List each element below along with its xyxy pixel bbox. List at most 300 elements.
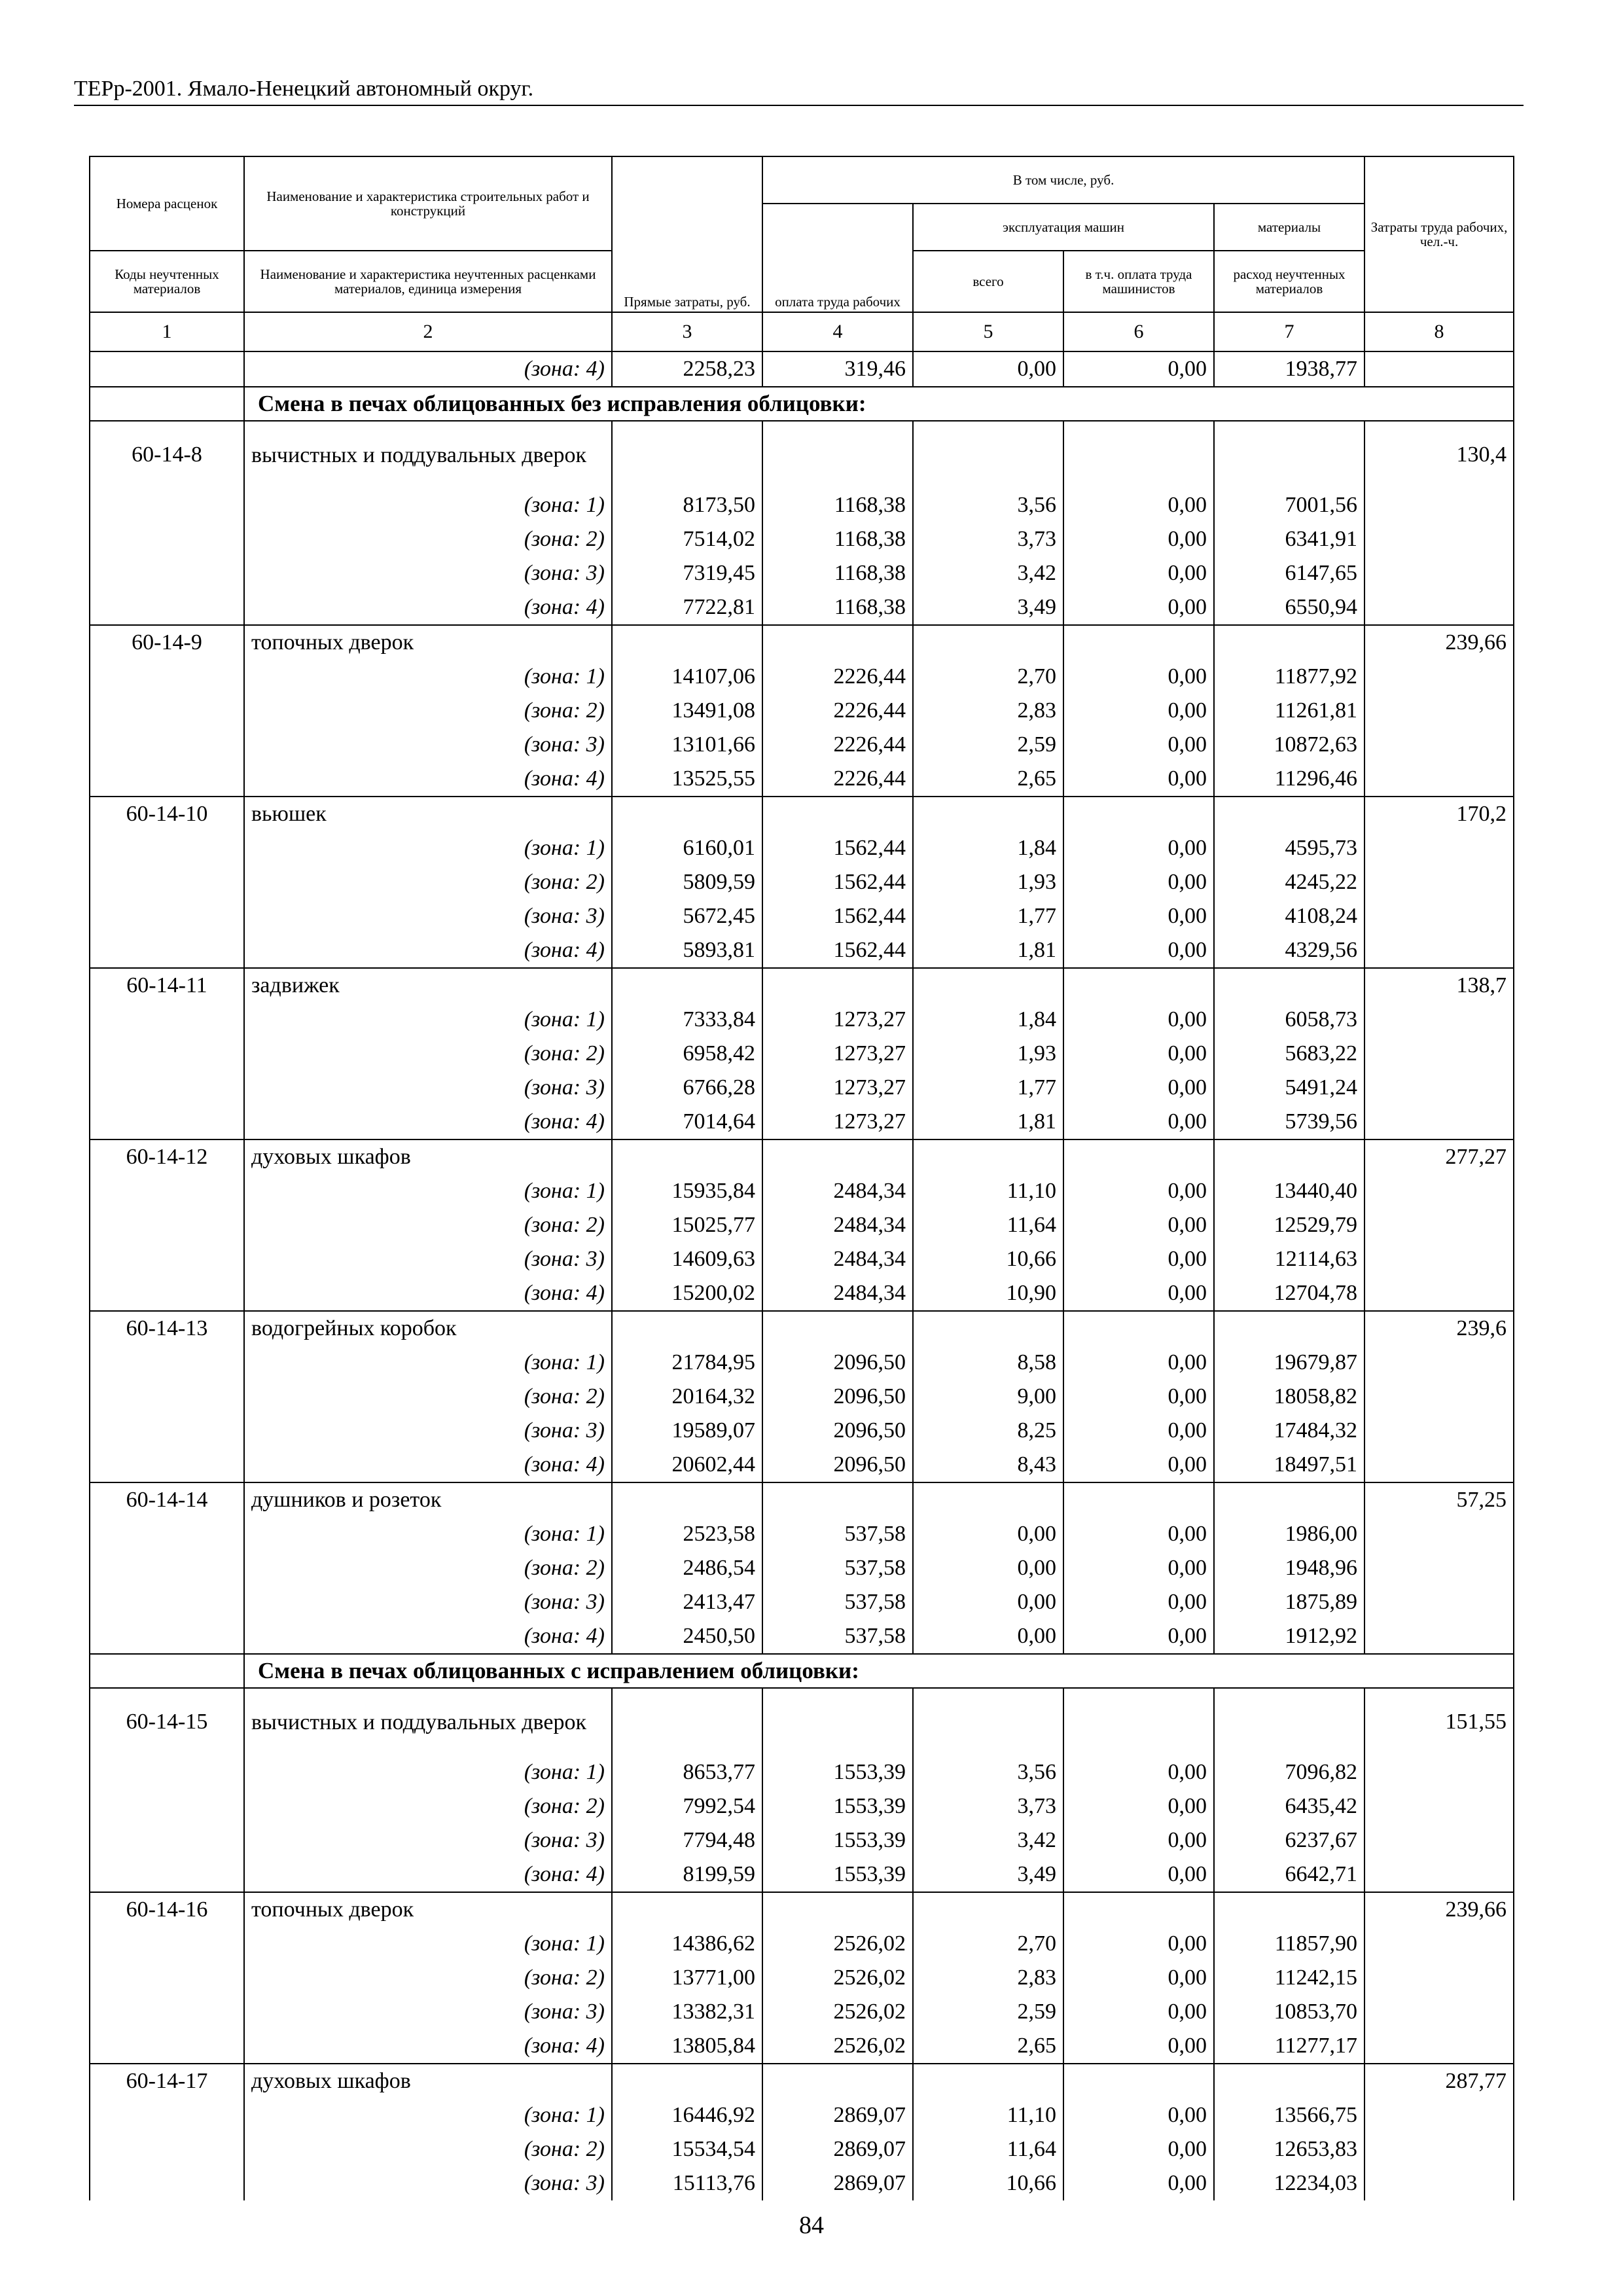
rate-code: 60-14-16 — [90, 1892, 244, 1927]
wages-value: 2096,50 — [762, 1346, 913, 1380]
materials-value: 4245,22 — [1214, 865, 1364, 899]
machines-wages-value: 0,00 — [1063, 1995, 1214, 2029]
labor-cell — [1364, 488, 1514, 522]
table-row — [90, 2029, 1514, 2064]
machines-wages-value: 0,00 — [1063, 831, 1214, 865]
machines-wages-value: 0,00 — [1063, 351, 1214, 387]
machines-total-value: 3,56 — [913, 488, 1063, 522]
rate-code: 60-14-13 — [90, 1311, 244, 1346]
materials-value: 5683,22 — [1214, 1037, 1364, 1071]
materials-value: 6341,91 — [1214, 522, 1364, 556]
machines-total-value: 3,49 — [913, 1857, 1063, 1892]
rate-name: душников и розеток — [244, 1482, 612, 1517]
wages-value: 2484,34 — [762, 1276, 913, 1311]
direct-costs-value: 6958,42 — [612, 1037, 762, 1071]
direct-costs-value: 7014,64 — [612, 1105, 762, 1139]
rate-code-cell — [90, 1619, 244, 1654]
materials-value: 4329,56 — [1214, 933, 1364, 968]
machines-total-value-empty — [913, 421, 1063, 488]
materials-value-empty — [1214, 1892, 1364, 1927]
machines-total-value: 1,93 — [913, 1037, 1063, 1071]
machines-total-value: 0,00 — [913, 351, 1063, 387]
rate-name: вьюшек — [244, 797, 612, 831]
table-row — [90, 1619, 1514, 1654]
wages-value-empty — [762, 2064, 913, 2098]
zone-label: (зона: 3) — [244, 1071, 612, 1105]
zone-label: (зона: 4) — [244, 2029, 612, 2064]
rate-code-cell — [90, 762, 244, 797]
machines-wages-value: 0,00 — [1063, 2029, 1214, 2064]
rate-code-cell — [90, 694, 244, 728]
labor-cell — [1364, 1755, 1514, 1789]
rate-code-cell — [90, 865, 244, 899]
zone-label: (зона: 3) — [244, 1995, 612, 2029]
machines-total-value-empty — [913, 625, 1063, 660]
table-row — [90, 865, 1514, 899]
machines-wages-value-empty — [1063, 1688, 1214, 1755]
materials-value: 11242,15 — [1214, 1961, 1364, 1995]
table-row — [90, 351, 1514, 387]
machines-wages-value-empty — [1063, 2064, 1214, 2098]
direct-costs-value-empty — [612, 968, 762, 1003]
machines-total-value: 2,83 — [913, 694, 1063, 728]
rate-item-row — [90, 797, 1514, 831]
rate-code-cell — [90, 1414, 244, 1448]
zone-label: (зона: 1) — [244, 1755, 612, 1789]
table-row — [90, 1585, 1514, 1619]
page-number: 84 — [799, 2212, 824, 2239]
wages-value: 2096,50 — [762, 1448, 913, 1482]
wages-value: 1273,27 — [762, 1071, 913, 1105]
machines-total-value: 11,64 — [913, 1208, 1063, 1242]
rate-code-cell — [90, 728, 244, 762]
machines-total-value: 1,93 — [913, 865, 1063, 899]
materials-value: 11261,81 — [1214, 694, 1364, 728]
rate-item-row — [90, 1892, 1514, 1927]
labor-cell — [1364, 694, 1514, 728]
table-row — [90, 660, 1514, 694]
table-row — [90, 1961, 1514, 1995]
rate-code: 60-14-9 — [90, 625, 244, 660]
labor-cell — [1364, 1003, 1514, 1037]
page-title: ТЕРр-2001. Ямало-Ненецкий автономный округ. — [74, 77, 534, 101]
table-row — [90, 899, 1514, 933]
machines-wages-value-empty — [1063, 421, 1214, 488]
labor-cell — [1364, 933, 1514, 968]
machines-wages-value: 0,00 — [1063, 1380, 1214, 1414]
direct-costs-value: 7722,81 — [612, 590, 762, 625]
table-row — [90, 694, 1514, 728]
zone-label: (зона: 1) — [244, 1174, 612, 1208]
wages-value-empty — [762, 1892, 913, 1927]
zone-label: (зона: 1) — [244, 1927, 612, 1961]
materials-value: 6147,65 — [1214, 556, 1364, 590]
rate-code: 60-14-17 — [90, 2064, 244, 2098]
materials-value: 17484,32 — [1214, 1414, 1364, 1448]
machines-wages-value: 0,00 — [1063, 1823, 1214, 1857]
materials-value: 1938,77 — [1214, 351, 1364, 387]
machines-total-value: 1,81 — [913, 1105, 1063, 1139]
zone-label: (зона: 2) — [244, 522, 612, 556]
machines-total-value: 2,65 — [913, 2029, 1063, 2064]
machines-total-value: 9,00 — [913, 1380, 1063, 1414]
wages-value: 1273,27 — [762, 1105, 913, 1139]
rate-code-cell — [90, 1995, 244, 2029]
table-row — [90, 1174, 1514, 1208]
zone-label: (зона: 3) — [244, 556, 612, 590]
labor-cell — [1364, 1037, 1514, 1071]
wages-value: 1553,39 — [762, 1789, 913, 1823]
labor-cell — [1364, 351, 1514, 387]
direct-costs-value: 2258,23 — [612, 351, 762, 387]
zone-label: (зона: 4) — [244, 1448, 612, 1482]
rate-code-cell — [90, 1242, 244, 1276]
wages-value-empty — [762, 797, 913, 831]
rate-code: 60-14-12 — [90, 1139, 244, 1174]
labor-cell — [1364, 1414, 1514, 1448]
machines-wages-value: 0,00 — [1063, 1755, 1214, 1789]
machines-total-value-empty — [913, 1892, 1063, 1927]
zone-label: (зона: 4) — [244, 590, 612, 625]
wages-value-empty — [762, 1139, 913, 1174]
direct-costs-value: 8199,59 — [612, 1857, 762, 1892]
direct-costs-value: 20602,44 — [612, 1448, 762, 1482]
labor-cell — [1364, 1551, 1514, 1585]
materials-value-empty — [1214, 421, 1364, 488]
machines-total-value: 2,70 — [913, 660, 1063, 694]
machines-wages-value: 0,00 — [1063, 522, 1214, 556]
machines-wages-value-empty — [1063, 1139, 1214, 1174]
section-spacer — [90, 387, 244, 421]
wages-value: 1273,27 — [762, 1037, 913, 1071]
machines-wages-value: 0,00 — [1063, 865, 1214, 899]
materials-value: 5739,56 — [1214, 1105, 1364, 1139]
wages-value: 1168,38 — [762, 556, 913, 590]
rate-name: топочных дверок — [244, 1892, 612, 1927]
rate-code-cell — [90, 1927, 244, 1961]
machines-wages-value: 0,00 — [1063, 1037, 1214, 1071]
rate-code-cell — [90, 1346, 244, 1380]
machines-total-value-empty — [913, 968, 1063, 1003]
labor-cell — [1364, 728, 1514, 762]
zone-label: (зона: 3) — [244, 1242, 612, 1276]
zone-label: (зона: 4) — [244, 1276, 612, 1311]
wages-value: 537,58 — [762, 1619, 913, 1654]
direct-costs-value: 7333,84 — [612, 1003, 762, 1037]
materials-value: 12114,63 — [1214, 1242, 1364, 1276]
machines-wages-value: 0,00 — [1063, 1242, 1214, 1276]
machines-total-value: 0,00 — [913, 1551, 1063, 1585]
table-row — [90, 1276, 1514, 1311]
labor-cell — [1364, 1071, 1514, 1105]
labor-cell — [1364, 1823, 1514, 1857]
rate-code-cell — [90, 1380, 244, 1414]
labor-cell — [1364, 2098, 1514, 2132]
machines-wages-value: 0,00 — [1063, 660, 1214, 694]
machines-total-value: 1,77 — [913, 899, 1063, 933]
direct-costs-value: 5893,81 — [612, 933, 762, 968]
labor-value: 287,77 — [1364, 2064, 1514, 2098]
machines-total-value: 3,73 — [913, 522, 1063, 556]
materials-value: 11877,92 — [1214, 660, 1364, 694]
materials-value-empty — [1214, 1311, 1364, 1346]
labor-cell — [1364, 556, 1514, 590]
machines-wages-value: 0,00 — [1063, 2098, 1214, 2132]
direct-costs-value: 7794,48 — [612, 1823, 762, 1857]
materials-value: 4108,24 — [1214, 899, 1364, 933]
machines-wages-value: 0,00 — [1063, 1208, 1214, 1242]
machines-total-value: 3,49 — [913, 590, 1063, 625]
wages-value: 2096,50 — [762, 1414, 913, 1448]
labor-cell — [1364, 1242, 1514, 1276]
machines-wages-value: 0,00 — [1063, 1585, 1214, 1619]
table-row — [90, 1755, 1514, 1789]
machines-total-value: 10,90 — [913, 1276, 1063, 1311]
zone-label: (зона: 1) — [244, 1003, 612, 1037]
machines-total-value: 3,42 — [913, 556, 1063, 590]
rate-code-cell — [90, 831, 244, 865]
zone-label: (зона: 1) — [244, 2098, 612, 2132]
direct-costs-value: 13101,66 — [612, 728, 762, 762]
rate-item-row — [90, 2064, 1514, 2098]
wages-value: 2226,44 — [762, 694, 913, 728]
labor-cell — [1364, 899, 1514, 933]
header-materials: материалы — [1214, 204, 1364, 251]
rate-item-row — [90, 625, 1514, 660]
zone-label: (зона: 2) — [244, 865, 612, 899]
zone-label: (зона: 3) — [244, 728, 612, 762]
machines-wages-value: 0,00 — [1063, 2132, 1214, 2166]
materials-value: 12234,03 — [1214, 2166, 1364, 2200]
machines-total-value: 10,66 — [913, 2166, 1063, 2200]
machines-total-value: 1,81 — [913, 933, 1063, 968]
labor-cell — [1364, 865, 1514, 899]
machines-total-value: 2,65 — [913, 762, 1063, 797]
direct-costs-value: 13491,08 — [612, 694, 762, 728]
materials-value: 1948,96 — [1214, 1551, 1364, 1585]
rate-code-cell — [90, 1071, 244, 1105]
zone-label: (зона: 4) — [244, 1619, 612, 1654]
rate-code: 60-14-11 — [90, 968, 244, 1003]
labor-value: 138,7 — [1364, 968, 1514, 1003]
machines-total-value-empty — [913, 1311, 1063, 1346]
zone-label: (зона: 3) — [244, 1414, 612, 1448]
rate-code: 60-14-15 — [90, 1688, 244, 1755]
materials-value: 12653,83 — [1214, 2132, 1364, 2166]
materials-value-empty — [1214, 797, 1364, 831]
section-header-row — [90, 387, 1514, 421]
machines-total-value: 8,58 — [913, 1346, 1063, 1380]
header-code-bottom: Коды неучтенных материалов — [90, 251, 244, 312]
labor-value: 239,66 — [1364, 625, 1514, 660]
labor-cell — [1364, 660, 1514, 694]
materials-value: 5491,24 — [1214, 1071, 1364, 1105]
materials-value: 1912,92 — [1214, 1619, 1364, 1654]
wages-value: 1168,38 — [762, 590, 913, 625]
wages-value: 2226,44 — [762, 762, 913, 797]
wages-value-empty — [762, 625, 913, 660]
direct-costs-value: 14107,06 — [612, 660, 762, 694]
table-row — [90, 1857, 1514, 1892]
machines-wages-value: 0,00 — [1063, 1857, 1214, 1892]
rate-code: 60-14-8 — [90, 421, 244, 488]
zone-label: (зона: 4) — [244, 1105, 612, 1139]
wages-value: 2869,07 — [762, 2166, 913, 2200]
table-row — [90, 1071, 1514, 1105]
machines-total-value: 0,00 — [913, 1517, 1063, 1551]
zone-label: (зона: 1) — [244, 1346, 612, 1380]
table-row — [90, 1037, 1514, 1071]
direct-costs-value: 13771,00 — [612, 1961, 762, 1995]
direct-costs-value: 13525,55 — [612, 762, 762, 797]
labor-cell — [1364, 1995, 1514, 2029]
wages-value: 537,58 — [762, 1551, 913, 1585]
table-row — [90, 1517, 1514, 1551]
wages-value: 1562,44 — [762, 899, 913, 933]
rate-code-cell — [90, 1174, 244, 1208]
labor-value: 277,27 — [1364, 1139, 1514, 1174]
rate-code-cell — [90, 1857, 244, 1892]
machines-wages-value-empty — [1063, 1892, 1214, 1927]
machines-wages-value: 0,00 — [1063, 762, 1214, 797]
header-including: В том числе, руб. — [762, 156, 1364, 204]
direct-costs-value: 15534,54 — [612, 2132, 762, 2166]
direct-costs-value-empty — [612, 1482, 762, 1517]
wages-value: 2526,02 — [762, 2029, 913, 2064]
materials-value: 19679,87 — [1214, 1346, 1364, 1380]
header-machines-wages: в т.ч. оплата труда машинистов — [1063, 251, 1214, 312]
header-wages: оплата труда рабочих — [762, 204, 913, 312]
rate-code-cell — [90, 1551, 244, 1585]
materials-value: 11296,46 — [1214, 762, 1364, 797]
rate-code-cell — [90, 1961, 244, 1995]
materials-value-empty — [1214, 625, 1364, 660]
wages-value: 1168,38 — [762, 488, 913, 522]
table-row — [90, 1927, 1514, 1961]
zone-label: (зона: 4) — [244, 351, 612, 387]
rate-name: водогрейных коробок — [244, 1311, 612, 1346]
labor-cell — [1364, 1105, 1514, 1139]
rate-code: 60-14-14 — [90, 1482, 244, 1517]
labor-value: 130,4 — [1364, 421, 1514, 488]
materials-value: 18058,82 — [1214, 1380, 1364, 1414]
machines-wages-value: 0,00 — [1063, 1346, 1214, 1380]
wages-value-empty — [762, 1688, 913, 1755]
header-machines: эксплуатация машин — [913, 204, 1214, 251]
rate-code-cell — [90, 1003, 244, 1037]
direct-costs-value: 7319,45 — [612, 556, 762, 590]
direct-costs-value-empty — [612, 1311, 762, 1346]
direct-costs-value: 6160,01 — [612, 831, 762, 865]
zone-label: (зона: 2) — [244, 2132, 612, 2166]
wages-value: 1553,39 — [762, 1857, 913, 1892]
wages-value: 2096,50 — [762, 1380, 913, 1414]
materials-value: 11277,17 — [1214, 2029, 1364, 2064]
machines-total-value: 11,10 — [913, 2098, 1063, 2132]
materials-value: 1875,89 — [1214, 1585, 1364, 1619]
rate-name: вычистных и поддувальных дверок — [244, 1688, 612, 1755]
table-row — [90, 1789, 1514, 1823]
table-row — [90, 1003, 1514, 1037]
machines-wages-value: 0,00 — [1063, 694, 1214, 728]
rate-code-cell — [90, 590, 244, 625]
wages-value: 1273,27 — [762, 1003, 913, 1037]
rate-item-row — [90, 1482, 1514, 1517]
wages-value-empty — [762, 968, 913, 1003]
machines-wages-value-empty — [1063, 1311, 1214, 1346]
direct-costs-value: 5672,45 — [612, 899, 762, 933]
table-row — [90, 1448, 1514, 1482]
table-row — [90, 728, 1514, 762]
direct-costs-value-empty — [612, 1688, 762, 1755]
machines-total-value-empty — [913, 1688, 1063, 1755]
machines-wages-value-empty — [1063, 625, 1214, 660]
machines-total-value-empty — [913, 1482, 1063, 1517]
materials-value: 6058,73 — [1214, 1003, 1364, 1037]
labor-cell — [1364, 2166, 1514, 2200]
machines-wages-value: 0,00 — [1063, 1174, 1214, 1208]
wages-value-empty — [762, 421, 913, 488]
machines-wages-value: 0,00 — [1063, 1961, 1214, 1995]
header-name-top: Наименование и характеристика строительных работ и конструкций — [244, 156, 612, 251]
table-row — [90, 762, 1514, 797]
labor-value: 239,6 — [1364, 1311, 1514, 1346]
direct-costs-value: 15113,76 — [612, 2166, 762, 2200]
header-code-top: Номера расценок — [90, 156, 244, 251]
column-number: 3 — [612, 312, 762, 351]
rate-code-cell — [90, 1276, 244, 1311]
rate-code-cell — [90, 899, 244, 933]
zone-label: (зона: 4) — [244, 933, 612, 968]
rate-code-cell — [90, 1037, 244, 1071]
machines-wages-value: 0,00 — [1063, 1448, 1214, 1482]
wages-value-empty — [762, 1311, 913, 1346]
direct-costs-value: 14609,63 — [612, 1242, 762, 1276]
rate-code-cell — [90, 556, 244, 590]
wages-value: 1562,44 — [762, 865, 913, 899]
table-row — [90, 1551, 1514, 1585]
column-number: 1 — [90, 312, 244, 351]
materials-value-empty — [1214, 2064, 1364, 2098]
machines-wages-value: 0,00 — [1063, 1619, 1214, 1654]
rate-code-cell — [90, 660, 244, 694]
materials-value: 6642,71 — [1214, 1857, 1364, 1892]
section-spacer — [90, 1654, 244, 1688]
wages-value: 2226,44 — [762, 660, 913, 694]
labor-cell — [1364, 522, 1514, 556]
table-row — [90, 488, 1514, 522]
price-table — [89, 156, 1514, 2200]
machines-wages-value: 0,00 — [1063, 728, 1214, 762]
materials-value: 6237,67 — [1214, 1823, 1364, 1857]
machines-total-value: 10,66 — [913, 1242, 1063, 1276]
zone-label: (зона: 3) — [244, 899, 612, 933]
labor-cell — [1364, 1619, 1514, 1654]
direct-costs-value: 19589,07 — [612, 1414, 762, 1448]
labor-cell — [1364, 1961, 1514, 1995]
labor-cell — [1364, 1927, 1514, 1961]
direct-costs-value: 20164,32 — [612, 1380, 762, 1414]
wages-value: 537,58 — [762, 1585, 913, 1619]
materials-value: 11857,90 — [1214, 1927, 1364, 1961]
machines-total-value: 8,25 — [913, 1414, 1063, 1448]
rate-code-cell — [90, 351, 244, 387]
rate-name: топочных дверок — [244, 625, 612, 660]
machines-total-value-empty — [913, 797, 1063, 831]
machines-wages-value: 0,00 — [1063, 1551, 1214, 1585]
direct-costs-value: 13382,31 — [612, 1995, 762, 2029]
direct-costs-value: 2523,58 — [612, 1517, 762, 1551]
